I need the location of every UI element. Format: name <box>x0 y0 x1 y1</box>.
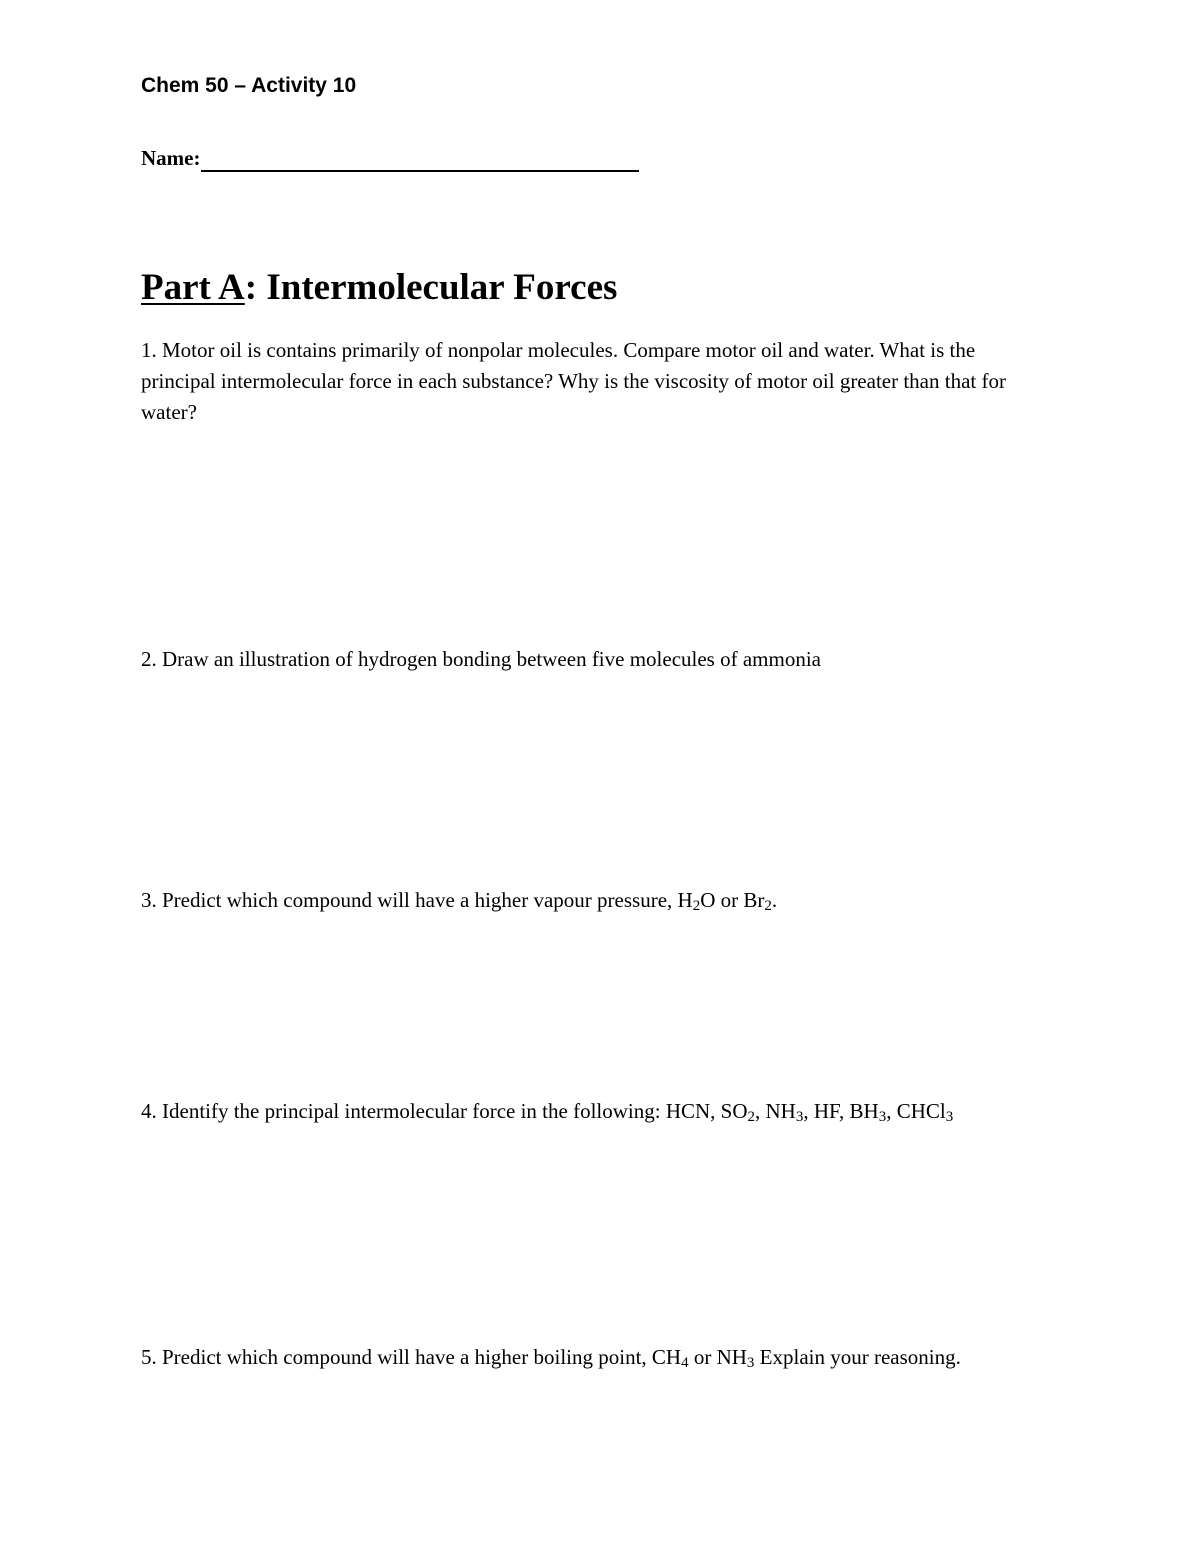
question-4-text: , CHCl <box>886 1099 946 1123</box>
section-heading <box>141 266 617 310</box>
question-4-text: , HF, BH <box>803 1099 879 1123</box>
question-3 <box>141 885 1071 916</box>
question-1: 1. Motor oil is contains primarily of nonpolar molecules. Compare motor oil and water. What is the principal intermolecular force in each substance? Why is the viscosity of motor oil greater than that for water? <box>141 338 1006 424</box>
document-title: Chem 50 – Activity 10 <box>141 74 357 97</box>
subscript: 2 <box>692 898 701 914</box>
question-2: 2. Draw an illustration of hydrogen bonding between five molecules of ammonia <box>141 647 821 671</box>
question-5-text: Explain your reasoning. <box>754 1345 961 1369</box>
question-4-text: 4. Identify the principal intermolecular force in the following: HCN, SO <box>141 1099 748 1123</box>
question-5-text: 5. Predict which compound will have a higher boiling point, CH <box>141 1345 682 1369</box>
question-5 <box>141 1342 1071 1373</box>
subscript: 2 <box>764 898 772 914</box>
name-field-row <box>141 144 639 172</box>
subscript: 2 <box>747 1109 756 1125</box>
question-4-text: , NH <box>755 1099 796 1123</box>
subscript: 3 <box>878 1109 887 1125</box>
name-blank-line[interactable] <box>201 148 639 172</box>
question-5-text: or NH <box>688 1345 747 1369</box>
subscript: 3 <box>945 1109 954 1125</box>
subscript: 3 <box>795 1109 804 1125</box>
section-title: Intermolecular Forces <box>257 267 618 308</box>
question-3-text: 3. Predict which compound will have a higher vapour pressure, H <box>141 888 693 912</box>
name-label: Name: <box>141 146 201 170</box>
part-label: Part A <box>141 267 245 308</box>
question-3-text: O or Br <box>700 888 765 912</box>
heading-separator: : <box>244 267 258 308</box>
subscript: 4 <box>681 1355 689 1371</box>
question-3-text: . <box>771 888 778 912</box>
subscript: 3 <box>746 1355 755 1371</box>
question-4 <box>141 1096 1071 1127</box>
